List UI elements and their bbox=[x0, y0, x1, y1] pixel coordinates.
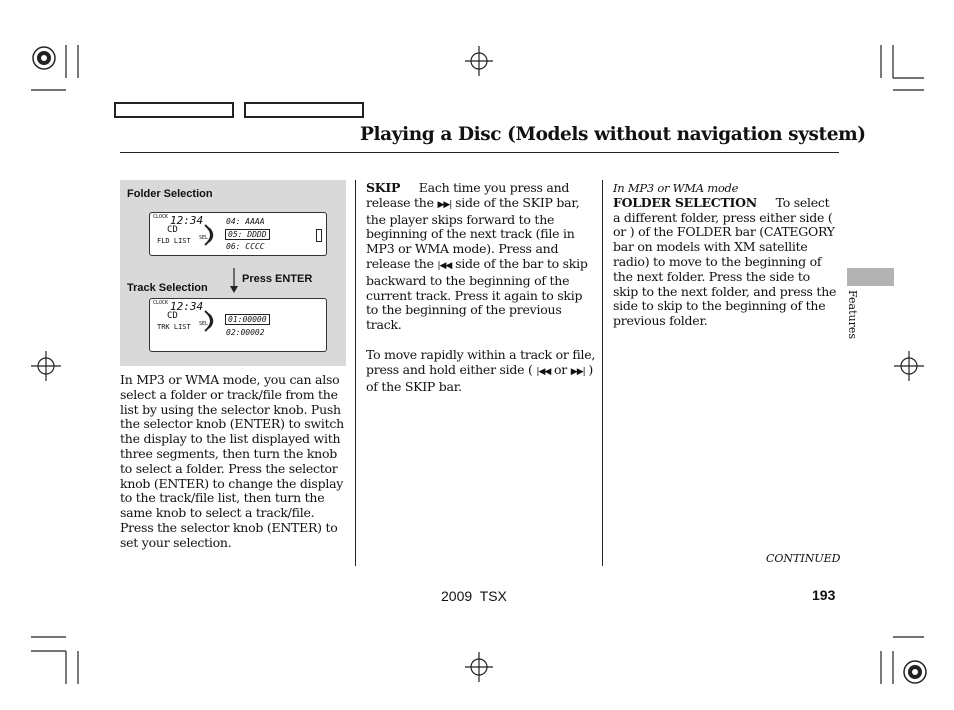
header-rule bbox=[120, 152, 839, 153]
skip-paragraph bbox=[366, 181, 596, 333]
lcd-mode: TRK LIST bbox=[157, 323, 191, 331]
left-column bbox=[120, 373, 346, 551]
lcd-clock-label: CLOCK bbox=[153, 300, 169, 306]
folder-paragraph bbox=[613, 196, 837, 329]
continued-note: CONTINUED bbox=[766, 552, 841, 565]
skip-forward-icon: ▶▶| bbox=[437, 199, 452, 210]
page-number: 193 bbox=[812, 587, 836, 603]
folder-text: To select a different folder, press either side ( or ) of the FOLDER bar (CATEGORY bar on models with XM satellite radio) to move to the beginning of the next folder. Press the side to skip to the next folder, and press the side to skip to the beginning of the previous folder. bbox=[613, 194, 837, 329]
lcd-sel: SEL bbox=[199, 321, 209, 327]
skip-back-icon: |◀◀ bbox=[536, 366, 551, 377]
lcd-mode: FLD LIST bbox=[157, 237, 191, 245]
right-column bbox=[613, 181, 837, 329]
section-tab bbox=[847, 268, 894, 286]
skip-forward-icon: ▶▶| bbox=[570, 366, 585, 377]
knob-icon bbox=[203, 309, 219, 333]
lcd-line-2: 05: DDDD bbox=[228, 230, 267, 239]
skip-text-2: side of the SKIP bar, the player skips forward to the beginning of the next track (file in MP3 or WMA mode). Press and release the bbox=[366, 194, 580, 271]
column-divider-2 bbox=[602, 180, 603, 566]
folder-selection-label: Folder Selection bbox=[127, 188, 213, 200]
section-label: Features bbox=[846, 290, 859, 340]
header-tab-box-2 bbox=[244, 102, 364, 118]
rapid-text-1: To move rapidly within a track or file, press and hold either side ( bbox=[366, 346, 596, 377]
rapid-or: or bbox=[554, 361, 568, 377]
mode-note: In MP3 or WMA mode bbox=[613, 181, 739, 195]
lcd-clock-label: CLOCK bbox=[153, 214, 169, 220]
display-figure bbox=[120, 180, 346, 366]
lcd-time: 12:34 bbox=[170, 214, 204, 227]
arrow-down-icon bbox=[228, 268, 240, 294]
skip-text-3: side of the bar to skip backward to the beginning of the current track. Press it again to skip to the beginning of the previous track. bbox=[366, 255, 588, 333]
lcd-sel: SEL bbox=[199, 235, 209, 241]
skip-heading: SKIP bbox=[366, 180, 401, 195]
track-selection-label: Track Selection bbox=[127, 282, 208, 294]
skip-back-icon: |◀◀ bbox=[437, 260, 452, 271]
skip-text-1: Each time you press and release the bbox=[366, 180, 570, 210]
rapid-text-2: ) of the SKIP bar. bbox=[366, 361, 594, 394]
lcd-disc: CD bbox=[167, 311, 178, 321]
knob-icon bbox=[203, 223, 219, 247]
folder-list-display bbox=[149, 212, 327, 256]
rapid-paragraph bbox=[366, 348, 596, 394]
press-enter-label: Press ENTER bbox=[242, 273, 313, 285]
track-list-display bbox=[149, 298, 327, 352]
lcd-line-1: 01:00000 bbox=[228, 315, 267, 324]
lcd-disc: CD bbox=[167, 225, 178, 235]
lcd-line-1: 04: AAAA bbox=[226, 217, 265, 226]
lcd-line-2: 02:00002 bbox=[226, 328, 265, 337]
middle-column bbox=[366, 181, 596, 394]
header-tab-box-1 bbox=[114, 102, 234, 118]
model-label: 2009 TSX bbox=[441, 588, 507, 604]
column-divider-1 bbox=[355, 180, 356, 566]
lcd-scrollbar bbox=[316, 229, 322, 242]
folder-heading: FOLDER SELECTION bbox=[613, 194, 757, 210]
page-title: Playing a Disc (Models without navigation system) bbox=[360, 124, 866, 145]
lcd-time: 12:34 bbox=[170, 300, 204, 313]
lcd-line-3: 06: CCCC bbox=[226, 242, 265, 251]
selector-knob-paragraph: In MP3 or WMA mode, you can also select a folder or track/file from the list by using the selector knob. Push the selector knob (ENTER) to switch the display to the list displayed with three segments, then turn the knob to select a folder. Press the selector knob (ENTER) to change the display to the track/file list, then turn the same knob to select a track/file. Press the selector knob (ENTER) to set your selection. bbox=[120, 372, 344, 550]
